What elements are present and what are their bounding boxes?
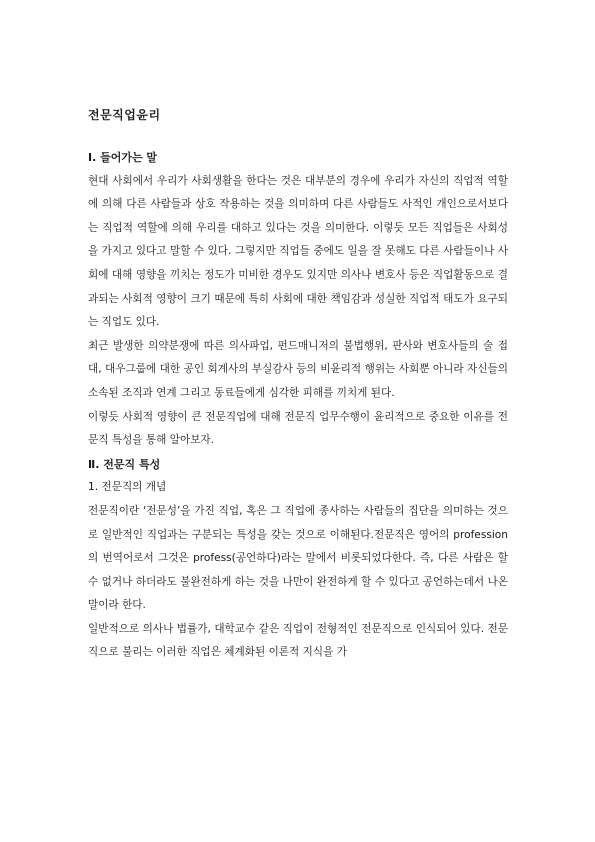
section-2-heading: Ⅱ. 전문직 특성 — [88, 457, 161, 471]
document-title: 전문직업윤리 — [88, 108, 161, 122]
paragraph: 전문직이란 ‘전문성’을 가진 직업, 혹은 그 직업에 종사하는 사람들의 집단을 의미하는 것으로 일반적인 직업과는 구분되는 특성을 갖는 것으로 이해된다.전문직은 영어의 profession의 번역어로서 그것은 profess(공언하다)라는 말에서 비롯되었다한다. 즉, 다른 사람은 할 수 없거나 하더라도 불완전하게 하는 것을 나만이 완전하게 할 수 있다고 공언하는데서 나온 말이라 한다. — [88, 504, 508, 612]
document-body — [88, 146, 508, 665]
paragraph: 최근 발생한 의약분쟁에 따른 의사파업, 펀드매니저의 불법행위, 판사와 변호사들의 술 접대, 대우그룹에 대한 공인 회계사의 부실감사 등의 비윤리적 행위는 사회뿐 아니라 자신들의 소속된 조직과 연계 그리고 동료들에게 심각한 피해를 끼치게 된다. — [88, 339, 508, 399]
subsection-heading: 1. 전문직의 개념 — [88, 481, 167, 494]
section-1-heading: Ⅰ. 들어가는 말 — [88, 151, 158, 164]
paragraph: 일반적으로 의사나 법률가, 대학교수 같은 직업이 전형적인 전문직으로 인식되어 있다. 전문직으로 불리는 이러한 직업은 체계화된 이론적 지식을 가 — [88, 622, 508, 659]
paragraph: 이렇듯 사회적 영향이 큰 전문직업에 대해 전문직 업무수행이 윤리적으로 중요한 이유를 전문직 특성을 통해 알아보자. — [88, 410, 508, 447]
paragraph: 현대 사회에서 우리가 사회생활을 한다는 것은 대부분의 경우에 우리가 자신의 직업적 역할에 의해 다른 사람들과 상호 작용하는 것을 의미하며 다른 사람들도 사적인 개인으로서보다는 직업적 역할에 의해 우리를 대하고 있다는 것을 의미한다. 이렇듯 모든 직업들은 사회성을 가지고 있다고 말할 수 있다. 그렇지만 직업들 중에도 일을 잘 못해도 다른 사람들이나 사회에 대해 영향을 끼치는 정도가 미비한 경우도 있지만 의사나 변호사 등은 직업활동으로 결과되는 사회적 영향이 크기 때문에 특히 사회에 대한 책임감과 성실한 직업적 태도가 요구되는 직업도 있다. — [88, 174, 508, 329]
